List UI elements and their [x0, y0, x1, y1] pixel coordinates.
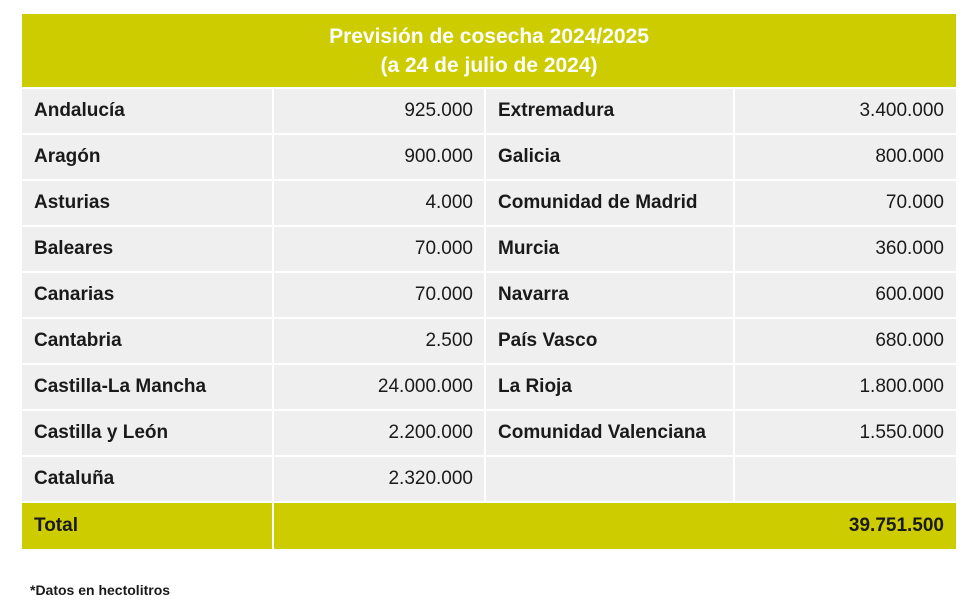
region-name: Andalucía [22, 89, 274, 133]
table-row [22, 135, 956, 181]
region-value: 2.200.000 [274, 411, 486, 455]
region-value: 2.320.000 [274, 457, 486, 501]
region-name: Asturias [22, 181, 274, 225]
region-value [735, 457, 956, 501]
table-row [22, 411, 956, 457]
region-name: Cataluña [22, 457, 274, 501]
region-value: 680.000 [875, 330, 944, 351]
region-name: Canarias [22, 273, 274, 317]
table-row [22, 227, 956, 273]
region-name: Castilla-La Mancha [22, 365, 274, 409]
footnote: *Datos en hectolitros [30, 582, 171, 598]
total-row [22, 503, 956, 549]
region-name [486, 457, 735, 501]
region-value: 3.400.000 [859, 100, 944, 121]
region-name: Aragón [22, 135, 274, 179]
region-name: Baleares [22, 227, 274, 271]
region-name: Galicia [486, 135, 735, 179]
region-value: 925.000 [274, 89, 486, 133]
table-row [22, 273, 956, 319]
region-value: 2.500 [274, 319, 486, 363]
region-value: 4.000 [274, 181, 486, 225]
table-row [22, 457, 956, 503]
region-name: Comunidad de Madrid [486, 181, 735, 225]
total-label: Total [22, 503, 274, 549]
harvest-forecast-table [22, 14, 956, 549]
region-name: Comunidad Valenciana [486, 411, 735, 455]
region-value: 70.000 [274, 227, 486, 271]
region-value: 1.550.000 [859, 422, 944, 443]
region-name: Murcia [486, 227, 735, 271]
table-subtitle: (a 24 de julio de 2024) [380, 53, 598, 77]
table-title: Previsión de cosecha 2024/2025 [329, 24, 649, 48]
region-value: 1.800.000 [859, 376, 944, 397]
region-name: Navarra [486, 273, 735, 317]
region-value: 800.000 [875, 146, 944, 167]
table-row [22, 181, 956, 227]
region-value: 600.000 [875, 284, 944, 305]
table-header [22, 14, 956, 89]
region-name: Cantabria [22, 319, 274, 363]
region-value: 360.000 [875, 238, 944, 259]
table-row [22, 89, 956, 135]
table-row [22, 365, 956, 411]
region-value: 24.000.000 [274, 365, 486, 409]
region-value: 70.000 [274, 273, 486, 317]
region-name: La Rioja [486, 365, 735, 409]
region-name: Castilla y León [22, 411, 274, 455]
region-name: Extremadura [486, 89, 735, 133]
total-value: 39.751.500 [848, 515, 944, 536]
region-name: País Vasco [486, 319, 735, 363]
table-row [22, 319, 956, 365]
region-value: 70.000 [885, 192, 944, 213]
region-value: 900.000 [274, 135, 486, 179]
